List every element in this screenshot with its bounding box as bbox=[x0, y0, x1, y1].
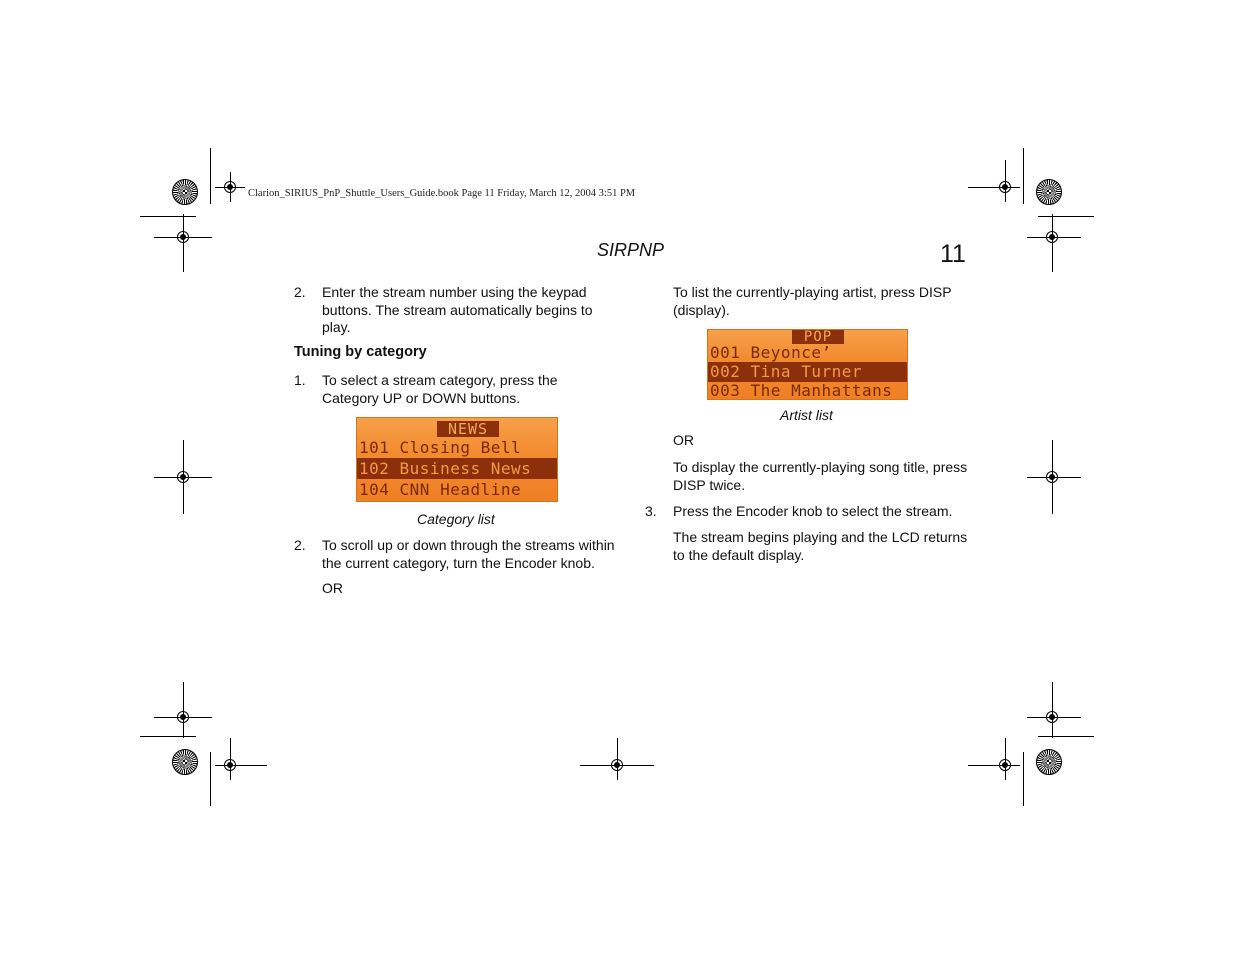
figure-caption: Category list bbox=[417, 511, 495, 527]
registration-star-icon bbox=[1036, 749, 1062, 775]
crosshair-icon bbox=[990, 172, 1020, 202]
paragraph: To display the currently-playing song title, press DISP twice. bbox=[673, 459, 968, 493]
crosshair-icon bbox=[215, 750, 245, 780]
crosshair-icon bbox=[168, 702, 198, 732]
step-text: To select a stream category, press the Category UP or DOWN buttons. bbox=[322, 372, 558, 406]
trim-mark bbox=[1038, 216, 1094, 217]
step-number: 2. bbox=[294, 284, 306, 300]
page-number: 11 bbox=[940, 240, 966, 268]
section-heading: Tuning by category bbox=[294, 344, 427, 360]
lcd-row: 101 Closing Bell bbox=[359, 438, 522, 457]
lcd-row-selected: 102 Business News bbox=[357, 458, 557, 479]
crosshair-icon bbox=[168, 462, 198, 492]
trim-mark bbox=[210, 752, 211, 806]
crosshair-icon bbox=[602, 750, 632, 780]
trim-mark bbox=[140, 216, 196, 217]
or-text: OR bbox=[322, 580, 343, 596]
category-lcd-display bbox=[356, 417, 558, 502]
step-number: 2. bbox=[294, 537, 306, 553]
figure-caption: Artist list bbox=[780, 407, 833, 423]
trim-mark bbox=[1023, 752, 1024, 806]
lcd-title: NEWS bbox=[437, 421, 499, 437]
crosshair-icon bbox=[168, 222, 198, 252]
trim-mark bbox=[140, 736, 196, 737]
print-slug: Clarion_SIRIUS_PnP_Shuttle_Users_Guide.book Page 11 Friday, March 12, 2004 3:51 PM bbox=[248, 188, 636, 199]
registration-star-icon bbox=[172, 179, 198, 205]
crosshair-icon bbox=[1037, 462, 1067, 492]
lcd-row: 003 The Manhattans bbox=[710, 381, 893, 400]
trim-mark bbox=[1023, 148, 1024, 204]
trim-mark bbox=[210, 148, 211, 204]
lcd-row: 001 Beyonce’ bbox=[710, 343, 832, 362]
step-text: Press the Encoder knob to select the stream. bbox=[673, 503, 953, 519]
or-text: OR bbox=[673, 432, 694, 448]
lcd-row-selected: 002 Tina Turner bbox=[708, 362, 907, 382]
paragraph: To list the currently-playing artist, press DISP (display). bbox=[673, 284, 952, 318]
trim-mark bbox=[1038, 736, 1094, 737]
crosshair-icon bbox=[1037, 702, 1067, 732]
running-header-title: SIRPNP bbox=[597, 240, 665, 260]
crosshair-icon bbox=[1037, 222, 1067, 252]
step-number: 1. bbox=[294, 372, 306, 388]
registration-star-icon bbox=[1036, 179, 1062, 205]
registration-star-icon bbox=[172, 749, 198, 775]
crosshair-icon bbox=[215, 172, 245, 202]
step-number: 3. bbox=[645, 503, 657, 519]
step-text: Enter the stream number using the keypad buttons. The stream automatically begins to play. bbox=[322, 284, 593, 335]
artist-lcd-display bbox=[707, 329, 908, 400]
step-text: To scroll up or down through the streams within the current category, turn the Encoder knob. bbox=[322, 537, 615, 571]
paragraph: The stream begins playing and the LCD returns to the default display. bbox=[673, 529, 968, 563]
crosshair-icon bbox=[990, 750, 1020, 780]
lcd-row: 104 CNN Headline bbox=[359, 480, 522, 499]
lcd-title: POP bbox=[792, 330, 844, 344]
